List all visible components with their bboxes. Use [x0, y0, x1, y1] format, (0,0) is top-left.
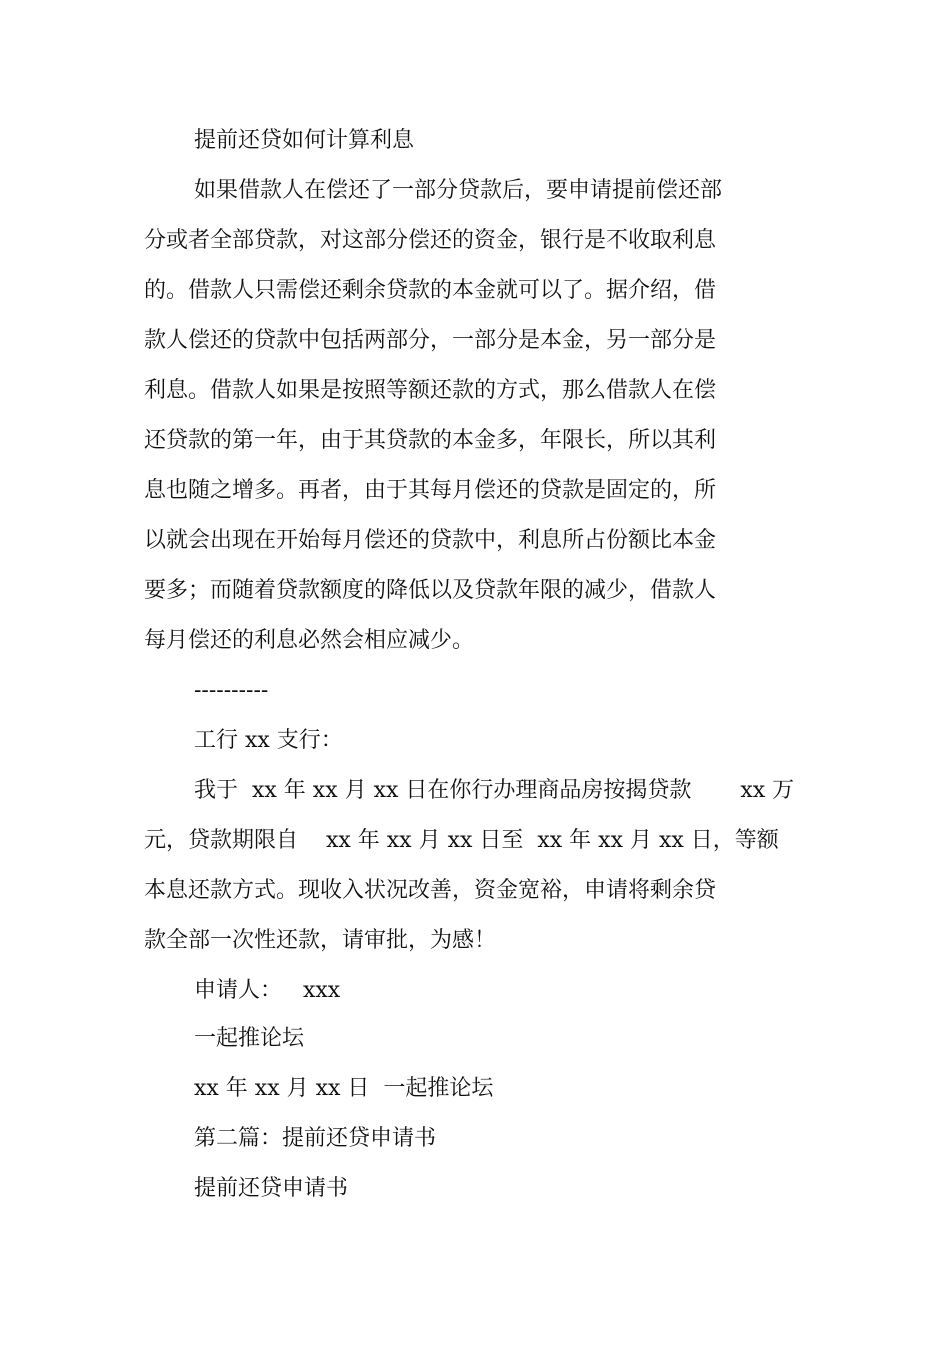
- letter-salutation: 工行 xx 支行：: [194, 728, 343, 753]
- letter-body-line: 我于 xx 年 xx 月 xx 日在你行办理商品房按揭贷款 xx 万: [194, 778, 795, 803]
- letter-body-line: 元，贷款期限自 xx 年 xx 月 xx 日至 xx 年 xx 月 xx 日，等额: [144, 828, 779, 853]
- letter-applicant: 申请人： xxx: [194, 978, 341, 1003]
- paragraph-line: 还贷款的第一年，由于其贷款的本金多，年限长，所以其利: [144, 428, 717, 453]
- paragraph-line: 息也随之增多。再者，由于其每月偿还的贷款是固定的，所: [144, 478, 717, 503]
- paragraph-line: 以就会出现在开始每月偿还的贷款中，利息所占份额比本金: [144, 528, 717, 553]
- paragraph-line: 每月偿还的利息必然会相应减少。: [144, 628, 475, 653]
- section2-title: 第二篇：提前还贷申请书: [194, 1126, 437, 1151]
- letter-date-line: xx 年 xx 月 xx 日 一起推论坛: [194, 1076, 494, 1101]
- paragraph-line: 款人偿还的贷款中包括两部分，一部分是本金，另一部分是: [144, 328, 717, 353]
- paragraph-line: 的。借款人只需偿还剩余贷款的本金就可以了。据介绍，借: [144, 278, 717, 303]
- letter-forum: 一起推论坛: [194, 1026, 305, 1051]
- document-title: 提前还贷如何计算利息: [194, 128, 415, 153]
- section2-heading: 提前还贷申请书: [194, 1176, 349, 1201]
- paragraph-line: 分或者全部贷款，对这部分偿还的资金，银行是不收取利息: [144, 228, 717, 253]
- separator: ----------: [194, 678, 269, 703]
- letter-body-line: 本息还款方式。现收入状况改善，资金宽裕，申请将剩余贷: [144, 878, 717, 903]
- paragraph-line: 如果借款人在偿还了一部分贷款后，要申请提前偿还部: [194, 178, 723, 203]
- paragraph-line: 要多；而随着贷款额度的降低以及贷款年限的减少，借款人: [144, 578, 717, 603]
- paragraph-line: 利息。借款人如果是按照等额还款的方式，那么借款人在偿: [144, 378, 717, 403]
- letter-body-line: 款全部一次性还款，请审批，为感！: [144, 928, 497, 953]
